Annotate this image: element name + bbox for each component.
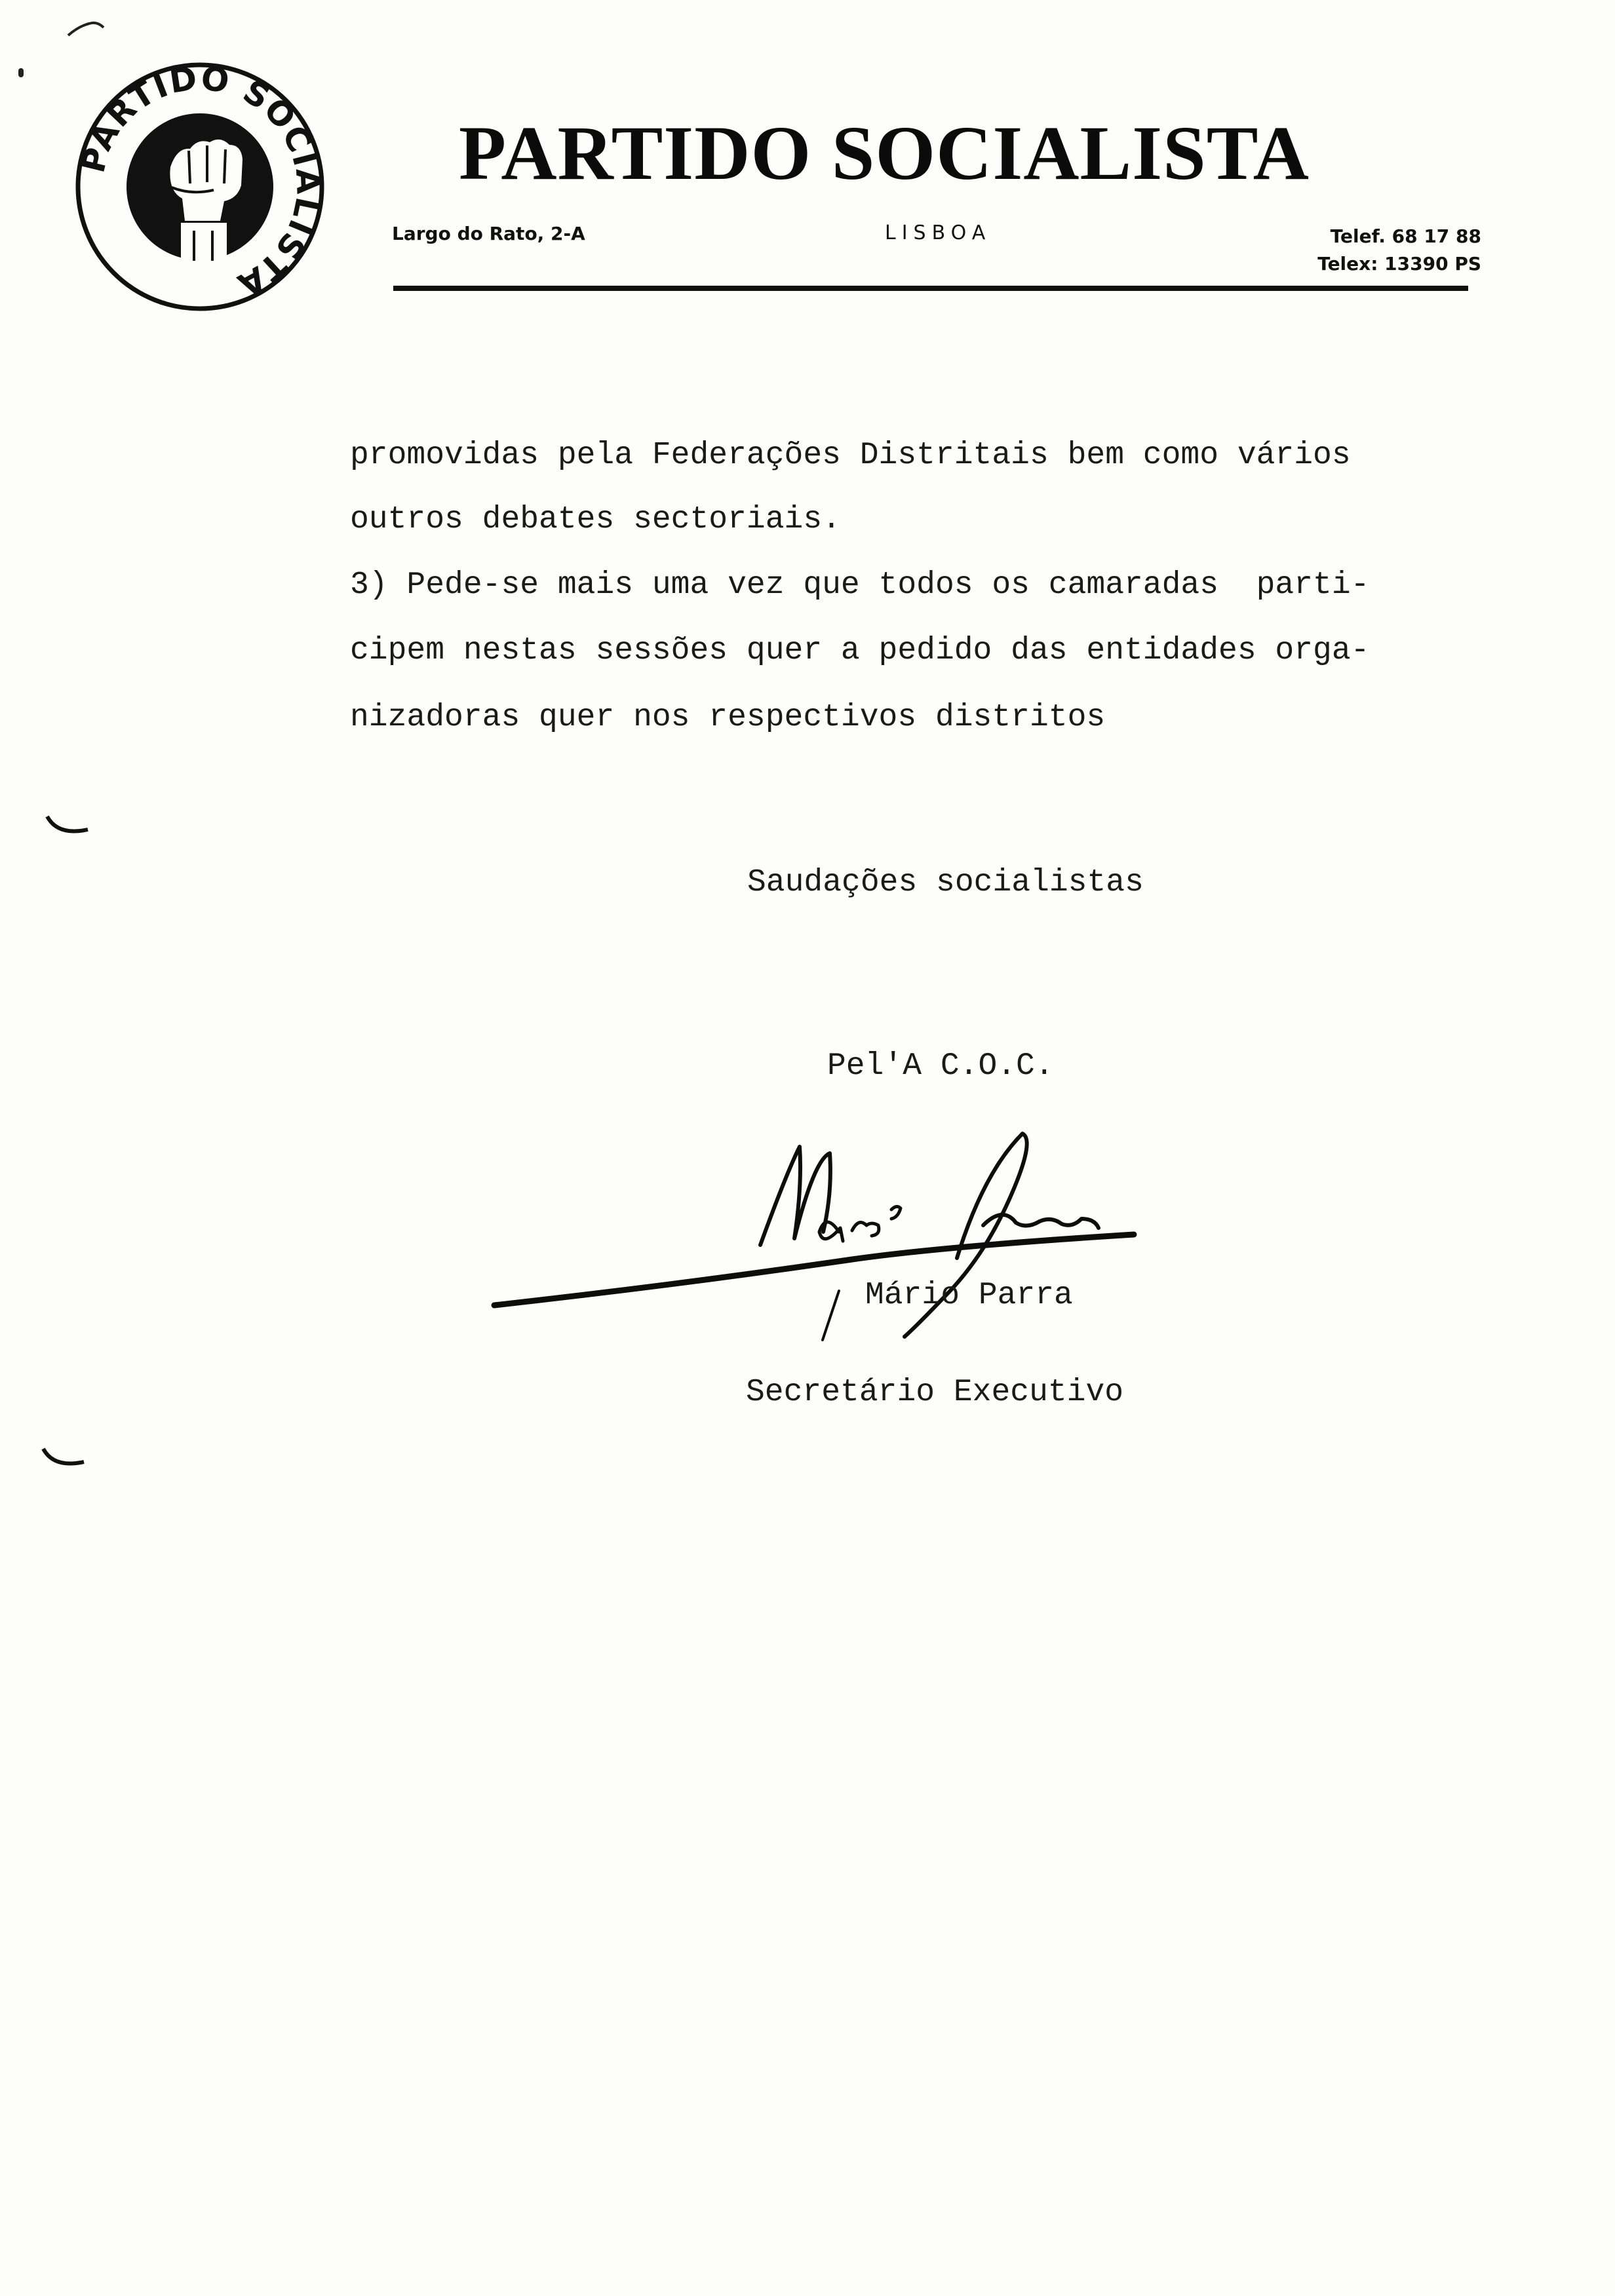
body-line: cipem nestas sessões quer a pedido das entidades orga- — [350, 633, 1370, 668]
scan-dot — [18, 68, 24, 77]
letterhead-telephone: Telef. 68 17 88 — [1330, 225, 1481, 247]
letterhead-telex: Telex: 13390 PS — [1317, 253, 1481, 275]
signer-name: Mário Parra — [865, 1278, 1073, 1313]
body-line: 3) Pede-se mais uma vez que todos os camaradas parti- — [350, 567, 1370, 603]
punch-hole-mark — [45, 813, 90, 839]
on-behalf-of: Pel'A C.O.C. — [827, 1048, 1054, 1084]
body-line: nizadoras quer nos respectivos distritos — [350, 700, 1106, 735]
signer-title: Secretário Executivo — [746, 1375, 1124, 1410]
letterhead-address: Largo do Rato, 2-A — [392, 223, 585, 244]
party-logo — [72, 59, 328, 315]
punch-hole-mark — [41, 1445, 87, 1471]
body-line: outros debates sectoriais. — [350, 502, 841, 537]
scan-mark — [66, 14, 111, 41]
party-name: PARTIDO SOCIALISTA — [459, 110, 1310, 196]
closing-greeting: Saudações socialistas — [747, 865, 1144, 900]
letterhead-city: LISBOA — [885, 221, 992, 244]
letterhead-contact — [1285, 223, 1481, 278]
letterhead-rule — [393, 286, 1468, 291]
body-line: promovidas pela Federações Distritais bem como vários — [350, 438, 1351, 473]
logo-ring-text: PARTIDO SOCIALISTA — [73, 59, 328, 305]
